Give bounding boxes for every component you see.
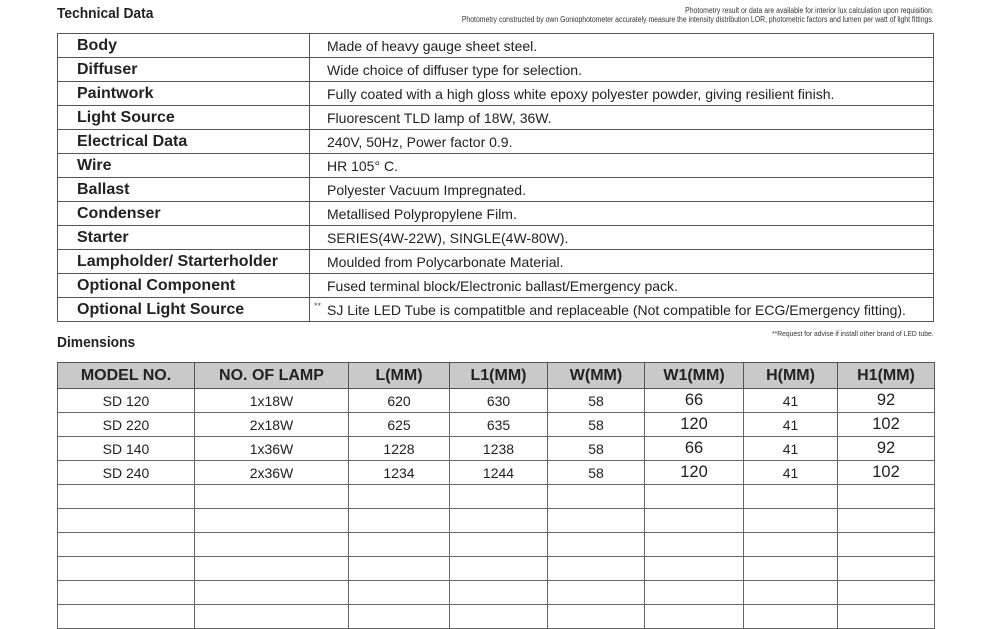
spec-row	[58, 34, 934, 58]
dimension-cell	[838, 533, 935, 557]
empty-row	[58, 605, 935, 629]
dimension-cell	[548, 605, 645, 629]
dimensions-column-header: W1(MM)	[645, 363, 744, 389]
spec-value	[310, 154, 934, 178]
spec-value	[310, 274, 934, 298]
dimension-cell: 92	[838, 389, 935, 413]
dimension-cell	[58, 557, 195, 581]
spec-row	[58, 274, 934, 298]
technical-data-heading: Technical Data	[57, 5, 154, 22]
dimension-cell: 1228	[349, 437, 450, 461]
dimension-cell	[744, 533, 838, 557]
empty-row	[58, 509, 935, 533]
spec-row	[58, 226, 934, 250]
dimensions-column-header: W(MM)	[548, 363, 645, 389]
dimension-cell	[195, 533, 349, 557]
dimension-cell: 120	[645, 413, 744, 437]
dimension-cell: SD 220	[58, 413, 195, 437]
empty-row	[58, 485, 935, 509]
dimension-cell: 1x18W	[195, 389, 349, 413]
dimension-cell: 58	[548, 461, 645, 485]
led-tube-note: **Request for advise if install other brand of LED tube.	[772, 329, 934, 338]
spec-row	[58, 250, 934, 274]
spec-value-text: HR 105° C.	[327, 157, 398, 174]
spec-value	[310, 106, 934, 130]
dimension-cell	[450, 533, 548, 557]
dimensions-header-row	[58, 363, 935, 389]
dimension-cell: SD 120	[58, 389, 195, 413]
spec-value-text: Moulded from Polycarbonate Material.	[327, 253, 564, 270]
dimension-cell: 58	[548, 413, 645, 437]
dimension-cell	[645, 533, 744, 557]
spec-row	[58, 58, 934, 82]
photometry-note-2: Photometry constructed by own Goniophotometer accurately measure the intensity distribution LOR, photometric factors and lumen per watt of light fittings.	[462, 15, 934, 24]
spec-value-text: Fluorescent TLD lamp of 18W, 36W.	[327, 109, 552, 126]
dimension-cell: SD 140	[58, 437, 195, 461]
dimension-cell	[645, 605, 744, 629]
dimension-cell	[450, 605, 548, 629]
dimension-cell: 1244	[450, 461, 548, 485]
empty-row	[58, 557, 935, 581]
dimension-cell	[58, 509, 195, 533]
spec-row	[58, 298, 934, 322]
spec-label: Light Source	[58, 106, 310, 130]
spec-row	[58, 82, 934, 106]
dimension-cell: 1238	[450, 437, 548, 461]
dimension-cell	[548, 533, 645, 557]
spec-label: Starter	[58, 226, 310, 250]
dimension-cell: 41	[744, 437, 838, 461]
dimension-cell	[450, 581, 548, 605]
spec-row	[58, 154, 934, 178]
spec-label: Lampholder/ Starterholder	[58, 250, 310, 274]
spec-value-text: Metallised Polypropylene Film.	[327, 205, 517, 222]
spec-value-text: 240V, 50Hz, Power factor 0.9.	[327, 133, 513, 150]
dimension-cell	[349, 581, 450, 605]
dimension-cell	[838, 581, 935, 605]
dimensions-heading: Dimensions	[57, 334, 136, 351]
dimension-cell	[450, 485, 548, 509]
spec-label: Diffuser	[58, 58, 310, 82]
dimension-cell	[195, 509, 349, 533]
spec-value-text: Wide choice of diffuser type for selection.	[327, 61, 582, 78]
dimensions-table	[57, 362, 935, 629]
spec-value	[310, 58, 934, 82]
spec-value-text: SJ Lite LED Tube is compatitble and replaceable (Not compatible for ECG/Emergency fitting).	[327, 301, 906, 318]
dimension-cell	[744, 557, 838, 581]
dimension-cell	[349, 533, 450, 557]
spec-row	[58, 202, 934, 226]
dimension-cell	[450, 509, 548, 533]
spec-value	[310, 226, 934, 250]
spec-label: Ballast	[58, 178, 310, 202]
dimension-cell	[645, 557, 744, 581]
spec-value	[310, 202, 934, 226]
dimension-cell: 41	[744, 461, 838, 485]
empty-row	[58, 533, 935, 557]
spec-value	[310, 82, 934, 106]
dimension-cell: SD 240	[58, 461, 195, 485]
dimension-cell: 1234	[349, 461, 450, 485]
spec-value	[310, 250, 934, 274]
spec-value	[310, 178, 934, 202]
spec-label: Body	[58, 34, 310, 58]
dimension-cell: 635	[450, 413, 548, 437]
spec-value	[310, 130, 934, 154]
dimension-cell	[548, 485, 645, 509]
dimension-cell	[349, 485, 450, 509]
dimension-cell	[58, 581, 195, 605]
dimension-row	[58, 461, 935, 485]
dimension-cell: 1x36W	[195, 437, 349, 461]
spec-value-text: Made of heavy gauge sheet steel.	[327, 37, 538, 54]
dimension-cell	[58, 533, 195, 557]
dimension-cell	[838, 557, 935, 581]
spec-value	[310, 34, 934, 58]
photometry-notes	[462, 6, 934, 24]
dimensions-column-header: L1(MM)	[450, 363, 548, 389]
spec-row	[58, 178, 934, 202]
dimension-cell: 41	[744, 413, 838, 437]
technical-data-table	[57, 33, 934, 322]
dimension-cell: 102	[838, 413, 935, 437]
dimension-cell: 58	[548, 389, 645, 413]
dimension-row	[58, 437, 935, 461]
dimension-cell: 625	[349, 413, 450, 437]
spec-label: Optional Light Source	[58, 298, 310, 322]
dimension-cell: 2x36W	[195, 461, 349, 485]
dimension-cell	[195, 581, 349, 605]
dimensions-column-header: NO. OF LAMP	[195, 363, 349, 389]
dimension-cell: 92	[838, 437, 935, 461]
spec-label: Optional Component	[58, 274, 310, 298]
spec-row	[58, 130, 934, 154]
photometry-note-1: Photometry result or data are available for interior lux calculation upon requisition.	[685, 6, 934, 15]
dimension-cell	[349, 605, 450, 629]
dimension-cell	[349, 557, 450, 581]
dimension-cell	[744, 581, 838, 605]
dimension-cell	[58, 485, 195, 509]
dimension-cell: 630	[450, 389, 548, 413]
dimensions-column-header: L(MM)	[349, 363, 450, 389]
dimension-cell: 66	[645, 389, 744, 413]
dimension-cell: 66	[645, 437, 744, 461]
spec-value-text: Polyester Vacuum Impregnated.	[327, 181, 526, 198]
spec-label: Paintwork	[58, 82, 310, 106]
dimensions-column-header: H1(MM)	[838, 363, 935, 389]
spec-row	[58, 106, 934, 130]
dimension-cell	[195, 485, 349, 509]
dimension-cell	[349, 509, 450, 533]
dimension-row	[58, 413, 935, 437]
dimension-cell	[548, 557, 645, 581]
dimension-cell	[744, 605, 838, 629]
dimension-cell: 620	[349, 389, 450, 413]
spec-value	[310, 298, 934, 322]
dimension-row	[58, 389, 935, 413]
spec-value-text: Fully coated with a high gloss white epoxy polyester powder, giving resilient finish.	[327, 85, 835, 102]
spec-label: Wire	[58, 154, 310, 178]
dimension-cell: 41	[744, 389, 838, 413]
dimension-cell	[645, 485, 744, 509]
dimension-cell	[195, 557, 349, 581]
dimension-cell	[838, 509, 935, 533]
dimension-cell	[838, 605, 935, 629]
dimension-cell	[645, 581, 744, 605]
dimension-cell	[548, 581, 645, 605]
dimension-cell	[645, 509, 744, 533]
dimension-cell: 102	[838, 461, 935, 485]
dimensions-column-header: H(MM)	[744, 363, 838, 389]
dimension-cell: 2x18W	[195, 413, 349, 437]
dimension-cell: 120	[645, 461, 744, 485]
dimension-cell	[450, 557, 548, 581]
dimensions-column-header: MODEL NO.	[58, 363, 195, 389]
dimension-cell: 58	[548, 437, 645, 461]
dimension-cell	[744, 509, 838, 533]
dimension-cell	[548, 509, 645, 533]
footnote-mark: **	[314, 301, 322, 311]
dimension-cell	[744, 485, 838, 509]
spec-value-text: SERIES(4W-22W), SINGLE(4W-80W).	[327, 229, 569, 246]
spec-label: Electrical Data	[58, 130, 310, 154]
empty-row	[58, 581, 935, 605]
spec-value-text: Fused terminal block/Electronic ballast/Emergency pack.	[327, 277, 678, 294]
dimension-cell	[195, 605, 349, 629]
dimension-cell	[58, 605, 195, 629]
dimension-cell	[838, 485, 935, 509]
spec-label: Condenser	[58, 202, 310, 226]
